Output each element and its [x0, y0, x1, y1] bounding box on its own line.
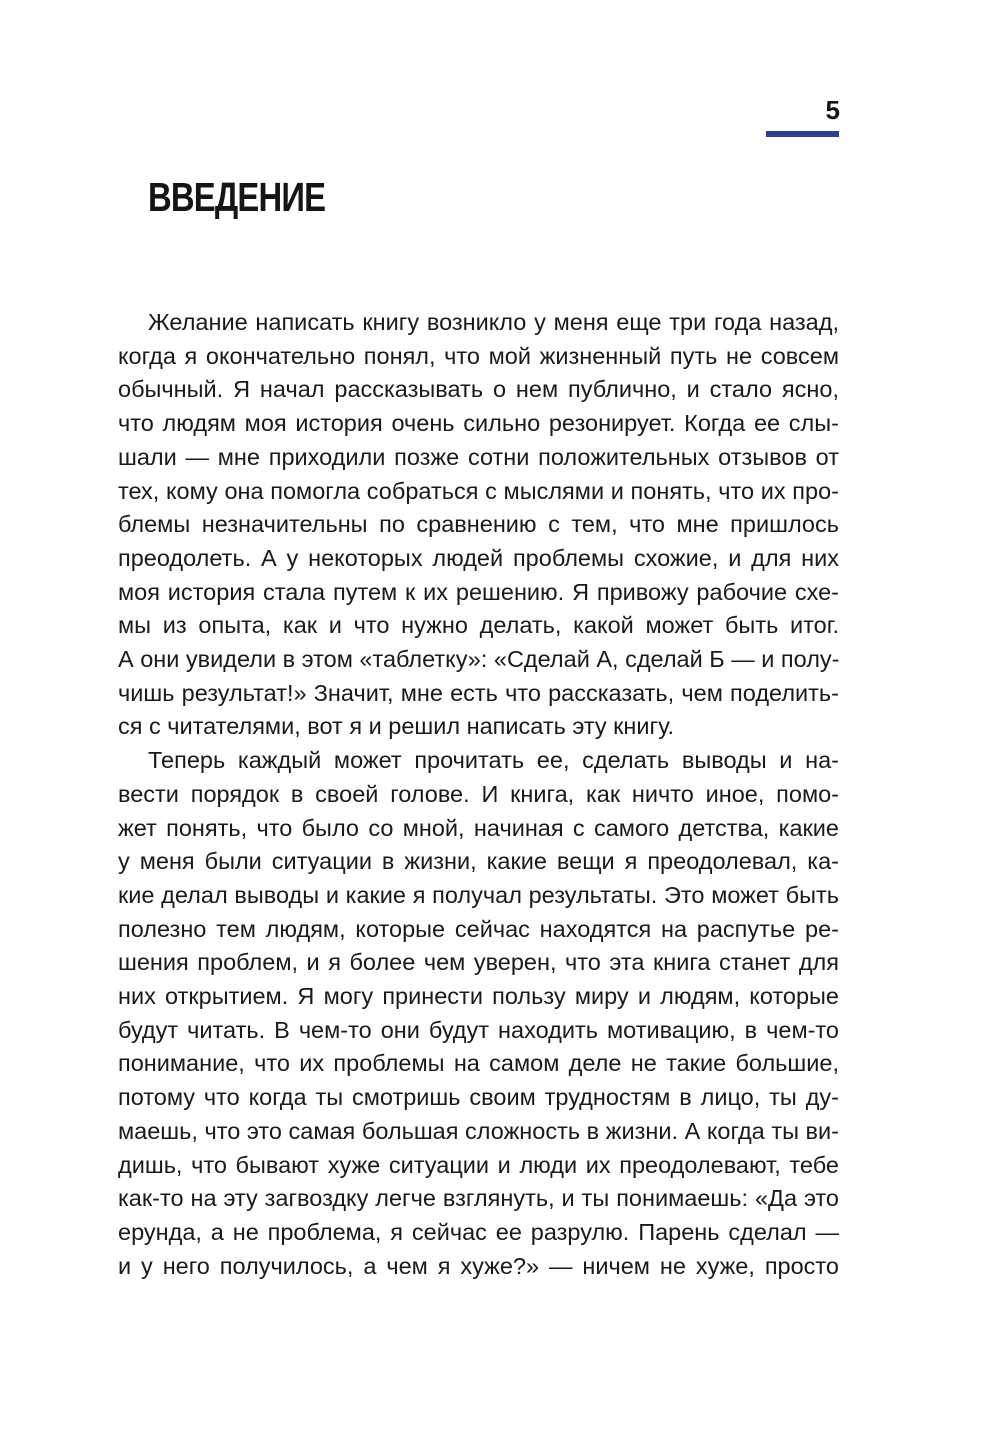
- text-line: дишь, что бывают хуже ситуации и люди их преодолевают, тебе: [118, 1151, 839, 1178]
- text-line: у меня были ситуации в жизни, какие вещи я преодолевал, ка-: [118, 848, 839, 875]
- text-line: маешь, что это самая большая сложность в жизни. А когда ты ви-: [118, 1117, 839, 1144]
- body-text: [118, 306, 839, 1283]
- text-line: ерунда, а не проблема, я сейчас ее разрулю. Парень сделал —: [118, 1218, 839, 1245]
- text-line: тех, кому она помогла собраться с мыслями и понять, что их про-: [118, 477, 839, 504]
- text-line: когда я окончательно понял, что мой жизненный путь не совсем: [118, 342, 839, 369]
- chapter-title: ВВЕДЕНИЕ: [148, 174, 326, 220]
- text-line: шали — мне приходили позже сотни положительных отзывов от: [118, 443, 839, 470]
- text-line: и у него получилось, а чем я хуже?» — ничем не хуже, просто: [118, 1252, 839, 1279]
- text-line: шения проблем, и я более чем уверен, что эта книга станет для: [118, 949, 839, 976]
- text-line: Теперь каждый может прочитать ее, сделать выводы и на-: [148, 747, 839, 774]
- text-line: кие делал выводы и какие я получал результаты. Это может быть: [118, 881, 839, 908]
- text-line: жет понять, что было со мной, начиная с самого детства, какие: [118, 814, 839, 841]
- text-line: вести порядок в своей голове. И книга, как ничто иное, помо-: [118, 780, 839, 807]
- text-line: блемы незначительны по сравнению с тем, что мне пришлось: [118, 511, 839, 538]
- paragraph-1: [118, 306, 839, 744]
- text-line: преодолеть. А у некоторых людей проблемы схожие, и для них: [118, 544, 839, 571]
- text-line: ся с читателями, вот я и решил написать эту книгу.: [118, 713, 675, 740]
- text-line: полезно тем людям, которые сейчас находятся на распутье ре-: [118, 915, 839, 942]
- page-number-underline: [766, 131, 839, 137]
- page-number: 5: [825, 95, 840, 125]
- text-line: мы из опыта, как и что нужно делать, какой может быть итог.: [118, 612, 839, 639]
- text-line: А они увидели в этом «таблетку»: «Сделай А, сделай Б — и полу-: [118, 646, 840, 673]
- text-line: понимание, что их проблемы на самом деле не такие большие,: [118, 1050, 839, 1077]
- text-line: потому что когда ты смотришь своим трудностям в лицо, ты ду-: [118, 1084, 839, 1111]
- text-line: Желание написать книгу возникло у меня еще три года назад,: [148, 309, 839, 335]
- text-line: обычный. Я начал рассказывать о нем публично, и стало ясно,: [118, 376, 839, 403]
- text-line: моя история стала путем к их решению. Я привожу рабочие схе-: [118, 578, 839, 605]
- text-line: что людям моя история очень сильно резонирует. Когда ее слы-: [118, 410, 839, 437]
- paragraph-2: [118, 744, 839, 1283]
- text-line: будут читать. В чем-то они будут находить мотивацию, в чем-то: [118, 1016, 839, 1043]
- text-line: них открытием. Я могу принести пользу миру и людям, которые: [118, 983, 839, 1010]
- text-line: чишь результат!» Значит, мне есть что рассказать, чем поделить-: [118, 679, 839, 706]
- text-line: как-то на эту загвоздку легче взглянуть, и ты понимаешь: «Да это: [118, 1185, 839, 1212]
